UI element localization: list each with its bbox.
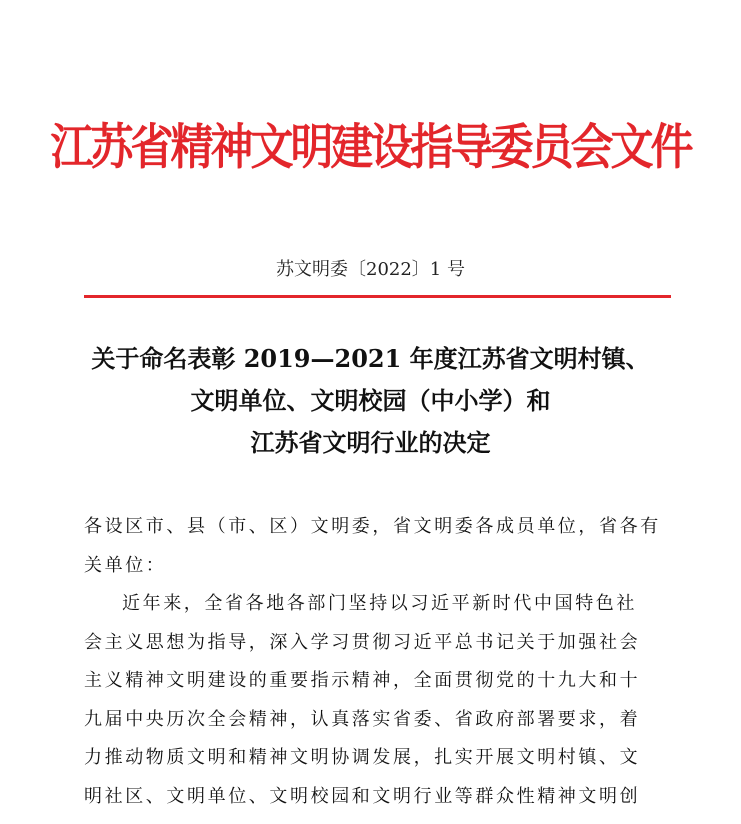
body-paragraph-line: 力推动物质文明和精神文明协调发展，扎实开展文明村镇、文 <box>84 747 641 768</box>
document-number: 苏文明委〔2022〕1 号 <box>276 259 465 280</box>
body-paragraph-line: 会主义思想为指导，深入学习贯彻习近平总书记关于加强社会 <box>84 631 641 653</box>
body-paragraph-line: 明社区、文明单位、文明校园和文明行业等群众性精神文明创 <box>84 785 641 807</box>
document-title <box>60 338 681 464</box>
title-line: 江苏省文明行业的决定 <box>250 428 491 457</box>
title-line: 文明单位、文明校园（中小学）和 <box>190 386 551 415</box>
addressee-line: 关单位： <box>84 554 167 576</box>
document-masthead: 江苏省精神文明建设指导委员会文件 <box>50 120 691 176</box>
red-divider-line <box>84 295 671 298</box>
body-paragraph-line: 九届中央历次全会精神，认真落实省委、省政府部署要求，着 <box>84 708 641 730</box>
title-line: 关于命名表彰 2019—2021 年度江苏省文明村镇、 <box>91 344 650 373</box>
document-body <box>84 508 674 816</box>
body-paragraph-line: 近年来，全省各地各部门坚持以习近平新时代中国特色社 <box>122 593 637 614</box>
addressee-line: 各设区市、县（市、区）文明委，省文明委各成员单位，省各有 <box>84 516 661 537</box>
body-paragraph-line: 主义精神文明建设的重要指示精神，全面贯彻党的十九大和十 <box>84 670 641 691</box>
